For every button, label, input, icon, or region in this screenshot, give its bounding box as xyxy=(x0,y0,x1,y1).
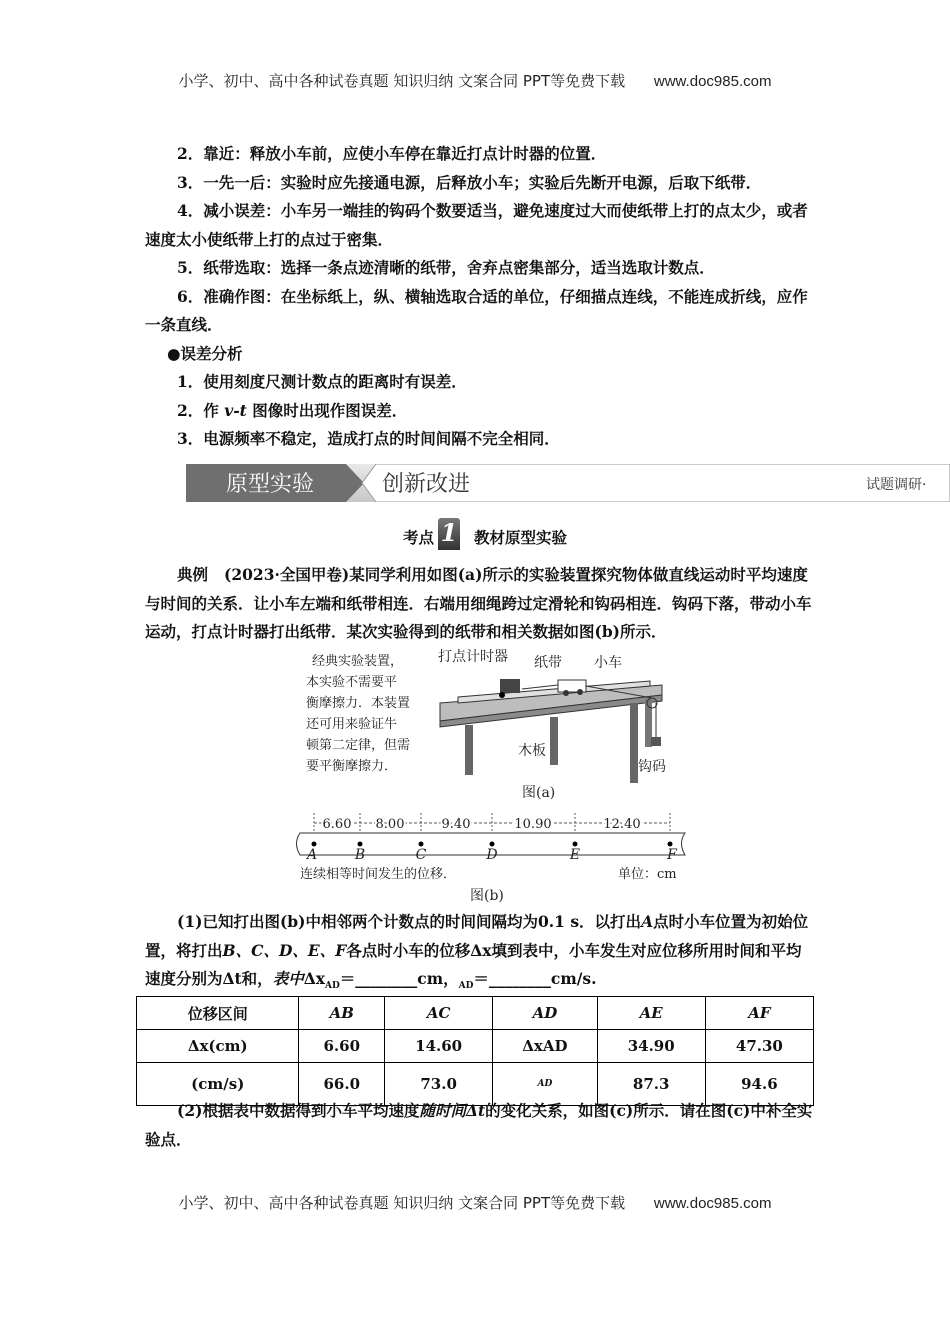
svg-text:还可用来验证牛: 还可用来验证牛 xyxy=(306,717,398,732)
example-text: (2023·全国甲卷)某同学利用如图(a)所示的实验装置探究物体做直线运动时平均速度与时间的关系．让小车左端和纸带相连．右端用细绳跨过定滑轮和钩码相连．钩码下落，带动小车运动，打点计时器打出纸带．某次实验得到的纸带和相关数据如图(b)所示． xyxy=(145,565,812,641)
table-cell: AC xyxy=(385,997,493,1030)
q2-text-2: 随时间Δt xyxy=(419,1101,486,1120)
banner-tag: 试题调研· xyxy=(866,477,927,493)
note-6: 6．准确作图：在坐标纸上，纵、横轴选取合适的单位，仔细描点连线，不能连成折线，应作一条直线． xyxy=(145,286,808,334)
header-text: 小学、初中、高中各种试卷真题 知识归纳 文案合同 PPT等免费下载 xyxy=(178,72,626,90)
caption-a: 图(a) xyxy=(522,785,556,801)
table-cell: 94.6 xyxy=(705,1063,813,1106)
question-1 xyxy=(145,908,815,1001)
q1-delta-x: Δx xyxy=(303,969,325,988)
q1-text-2: 点时小车位置为初始位置，将打出 xyxy=(145,912,809,960)
experiment-figure xyxy=(290,645,700,910)
table-cell: 34.90 xyxy=(597,1030,705,1063)
label-car: 小车 xyxy=(594,655,622,671)
q1-sub-2: AD xyxy=(458,981,474,992)
svg-text:顿第二定律，但需: 顿第二定律，但需 xyxy=(306,738,411,753)
label-tape: 纸带 xyxy=(534,655,562,671)
table-cell: 6.60 xyxy=(299,1030,385,1063)
svg-text:本实验不需要平: 本实验不需要平 xyxy=(306,675,398,690)
q1-text-3: 各点时小车的位移Δx填到表中，小车发生对应位移所用时间和平均速度分别为Δt和， xyxy=(145,940,802,988)
svg-text:6.60: 6.60 xyxy=(322,817,352,832)
error-2-a: 2．作 xyxy=(177,400,219,420)
section-title: 教材原型实验 xyxy=(474,528,568,547)
footer-url[interactable]: www.doc985.com xyxy=(653,1195,772,1212)
caption-b: 图(b) xyxy=(470,888,504,904)
q1-blank-2[interactable]: ＝________cm/s. xyxy=(473,969,597,988)
error-2 xyxy=(145,397,815,426)
q1-text-1: (1)已知打出图(b)中相邻两个计数点的时间间隔均为0.1 s．以打出 xyxy=(177,912,642,931)
q1-point-a: A xyxy=(641,912,654,931)
svg-text:D: D xyxy=(486,847,498,863)
svg-text:10.90: 10.90 xyxy=(514,817,552,832)
page-footer xyxy=(0,1192,950,1213)
label-timer: 打点计时器 xyxy=(438,649,508,665)
svg-text:B: B xyxy=(354,847,366,863)
svg-text:E: E xyxy=(569,847,581,863)
table-cell: 73.0 xyxy=(385,1063,493,1106)
table-row xyxy=(137,1030,814,1063)
section-heading xyxy=(403,518,567,550)
error-3: 3．电源频率不稳定，造成打点的时间间隔不完全相同． xyxy=(177,429,560,448)
svg-text:12.40: 12.40 xyxy=(603,817,641,832)
q1-blank-1[interactable]: ＝________cm， xyxy=(339,969,459,988)
table-cell: 14.60 xyxy=(385,1030,493,1063)
table-cell: 位移区间 xyxy=(137,997,299,1030)
error-1: 1．使用刻度尺测计数点的距离时有误差． xyxy=(177,372,467,391)
section-banner xyxy=(186,464,950,502)
q1-text-4: 表中 xyxy=(272,969,304,988)
svg-text:衡摩擦力．本装置: 衡摩擦力．本装置 xyxy=(306,696,411,711)
section-number-badge xyxy=(438,518,460,550)
example-label: 典例 xyxy=(177,565,209,584)
q2-text-3: 的变化关系，如图(c)所示．请在图(c)中补全实验点． xyxy=(145,1101,813,1149)
note-4: 4．减小误差：小车另一端挂的钩码个数要适当，避免速度过大而使纸带上打的点太少，或者速度太小使纸带上打的点过于密集． xyxy=(145,201,808,249)
svg-text:8.00: 8.00 xyxy=(375,817,405,832)
table-cell: 66.0 xyxy=(299,1063,385,1106)
header-url[interactable]: www.doc985.com xyxy=(653,73,772,90)
question-2 xyxy=(145,1097,815,1154)
svg-text:9.40: 9.40 xyxy=(441,817,471,832)
table-cell[interactable]: ΔxAD xyxy=(493,1030,597,1063)
table-cell: AE xyxy=(597,997,705,1030)
svg-text:要平衡摩擦力．: 要平衡摩擦力． xyxy=(306,759,398,774)
tape-spacings xyxy=(323,817,641,832)
label-board: 木板 xyxy=(518,743,546,759)
svg-text:A: A xyxy=(306,847,318,863)
footer-text: 小学、初中、高中各种试卷真题 知识归纳 文案合同 PPT等免费下载 xyxy=(178,1194,626,1212)
table-cell[interactable]: AD xyxy=(493,1063,597,1106)
svg-text:C: C xyxy=(415,847,427,863)
tape-unit: 单位：cm xyxy=(618,867,677,882)
table-cell: AF xyxy=(705,997,813,1030)
figure-note xyxy=(306,653,410,774)
q1-sub-1: AD xyxy=(324,981,340,992)
section-number: 1 xyxy=(440,518,458,547)
q1-points: B、C、D、E、F xyxy=(222,940,347,960)
table-cell: 87.3 xyxy=(597,1063,705,1106)
banner-left: 原型实验 xyxy=(226,472,315,497)
error-2-b: 图像时出现作图误差． xyxy=(252,400,408,420)
v-t-symbol: v-t xyxy=(224,400,247,420)
page-header xyxy=(0,70,950,91)
note-5: 5．纸带选取：选择一条点迹清晰的纸带，舍弃点密集部分，适当选取计数点． xyxy=(177,258,715,277)
example-block xyxy=(145,561,815,647)
banner-right: 创新改进 xyxy=(382,472,471,497)
table-cell: Δx(cm) xyxy=(137,1030,299,1063)
main-content xyxy=(145,140,815,454)
section-prefix: 考点 xyxy=(403,528,435,547)
table-cell: AB xyxy=(299,997,385,1030)
svg-text:经典实验装置，: 经典实验装置， xyxy=(312,654,404,669)
data-table xyxy=(136,996,814,1106)
error-analysis-title: ●误差分析 xyxy=(167,343,243,363)
note-2: 2．靠近：释放小车前，应使小车停在靠近打点计时器的位置． xyxy=(177,144,607,163)
note-3: 3．一先一后：实验时应先接通电源，后释放小车；实验后先断开电源，后取下纸带． xyxy=(177,172,762,192)
tape-note: 连续相等时间发生的位移． xyxy=(300,867,457,882)
label-weight: 钩码 xyxy=(638,759,666,775)
apparatus-drawing xyxy=(440,679,662,783)
table-cell: AD xyxy=(493,997,597,1030)
table-cell: 47.30 xyxy=(705,1030,813,1063)
svg-text:F: F xyxy=(667,847,677,863)
table-cell: (cm/s) xyxy=(137,1063,299,1106)
table-header-row xyxy=(137,997,814,1030)
q2-text-1: (2)根据表中数据得到小车平均速度 xyxy=(177,1101,420,1120)
